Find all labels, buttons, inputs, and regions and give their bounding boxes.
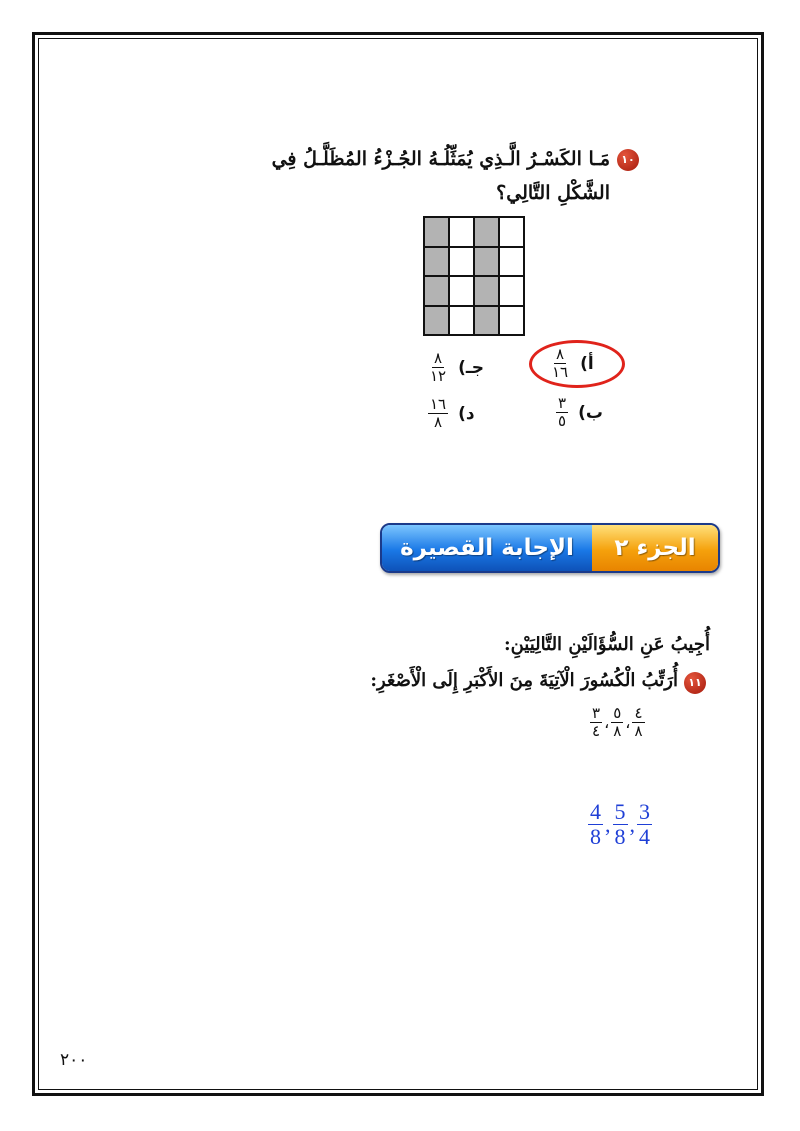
option-d-label: د) bbox=[458, 403, 475, 424]
answer-fraction-2 bbox=[613, 800, 628, 849]
grid-cell bbox=[449, 217, 474, 247]
q11-fraction-1-denominator: ٨ bbox=[634, 722, 643, 740]
handwritten-answer bbox=[588, 800, 652, 849]
question-11-number-badge: ١١ bbox=[684, 672, 706, 694]
q11-fraction-1-numerator: ٤ bbox=[634, 704, 643, 722]
page-number: ٢٠٠ bbox=[60, 1050, 88, 1070]
grid-cell-shaded bbox=[474, 217, 499, 247]
grid-cell-shaded bbox=[424, 217, 449, 247]
option-a-numerator: ٨ bbox=[556, 345, 565, 363]
short-answer-instruction: أُجِيبُ عَنِ السُّؤَالَيْنِ التَّالِيَيْنِ: bbox=[503, 634, 710, 655]
question-11-fractions bbox=[590, 705, 645, 740]
option-b-label: ب) bbox=[578, 402, 603, 423]
option-c-denominator: ١٢ bbox=[430, 367, 447, 385]
grid-cell bbox=[499, 247, 524, 277]
section-banner bbox=[380, 523, 720, 573]
option-a-denominator: ١٦ bbox=[552, 363, 569, 381]
q11-fraction-2-denominator: ٨ bbox=[613, 722, 622, 740]
option-b-fraction bbox=[556, 395, 568, 430]
grid-cell bbox=[499, 306, 524, 336]
q11-separator-2: ، bbox=[604, 713, 610, 732]
grid-cell bbox=[499, 217, 524, 247]
option-b-numerator: ٣ bbox=[558, 394, 567, 412]
shaded-fraction-grid bbox=[423, 216, 525, 336]
option-c-numerator: ٨ bbox=[434, 349, 443, 367]
option-a[interactable] bbox=[550, 346, 594, 381]
banner-part-label: الجزء ٢ bbox=[592, 525, 718, 571]
question-11-text: أُرَتِّبُ الْكُسُورَ الْآتِيَةَ مِنَ الأَكْبَرِ إِلَى الْأَصْغَرِ: bbox=[370, 670, 678, 691]
question-10-number-badge: ١٠ bbox=[617, 149, 639, 171]
answer-fraction-1-numerator: 4 bbox=[590, 799, 601, 824]
answer-separator-2: , bbox=[629, 811, 635, 837]
answer-fraction-2-denominator: 8 bbox=[614, 824, 626, 849]
banner-title: الإجابة القصيرة bbox=[382, 525, 592, 571]
option-d-fraction bbox=[428, 396, 448, 431]
option-c[interactable] bbox=[428, 350, 484, 385]
answer-fraction-2-numerator: 5 bbox=[614, 799, 626, 824]
answer-fraction-1 bbox=[588, 800, 603, 849]
grid-cell-shaded bbox=[424, 247, 449, 277]
grid-cell bbox=[449, 276, 474, 306]
option-c-fraction bbox=[428, 350, 448, 385]
answer-fraction-3-denominator: 4 bbox=[639, 824, 650, 849]
answer-fraction-1-denominator: 8 bbox=[590, 824, 601, 849]
answer-separator-1: , bbox=[605, 811, 611, 837]
q11-fraction-3-numerator: ٣ bbox=[592, 704, 601, 722]
option-d[interactable] bbox=[428, 396, 475, 431]
grid-cell-shaded bbox=[474, 306, 499, 336]
answer-fraction-3-numerator: 3 bbox=[639, 799, 650, 824]
question-10-text-line-1: مَـا الكَسْـرُ الَّـذِي يُمَثِّلُـهُ الجُـزْءُ المُظَلَّـلُ فِي bbox=[271, 148, 610, 170]
option-a-fraction bbox=[550, 346, 570, 381]
option-b-denominator: ٥ bbox=[558, 412, 567, 430]
q11-fraction-2 bbox=[611, 705, 623, 740]
question-10-text bbox=[190, 142, 610, 210]
grid-cell-shaded bbox=[424, 306, 449, 336]
option-d-numerator: ١٦ bbox=[430, 395, 447, 413]
q11-fraction-2-numerator: ٥ bbox=[613, 704, 622, 722]
q11-fraction-3-denominator: ٤ bbox=[592, 722, 601, 740]
q11-separator-1: ، bbox=[625, 713, 631, 732]
q11-fraction-1 bbox=[632, 705, 644, 740]
option-d-denominator: ٨ bbox=[434, 413, 443, 431]
answer-fraction-3 bbox=[637, 800, 652, 849]
grid-cell-shaded bbox=[474, 247, 499, 277]
grid-cell-shaded bbox=[424, 276, 449, 306]
option-a-label: أ) bbox=[580, 353, 594, 374]
question-10-text-line-2: الشَّكْلِ التَّالِي؟ bbox=[496, 182, 610, 204]
option-b[interactable] bbox=[556, 395, 603, 430]
grid-cell-shaded bbox=[474, 276, 499, 306]
grid-cell bbox=[449, 247, 474, 277]
grid-cell bbox=[499, 276, 524, 306]
q11-fraction-3 bbox=[590, 705, 602, 740]
option-c-label: جـ) bbox=[458, 357, 484, 378]
grid-cell bbox=[449, 306, 474, 336]
